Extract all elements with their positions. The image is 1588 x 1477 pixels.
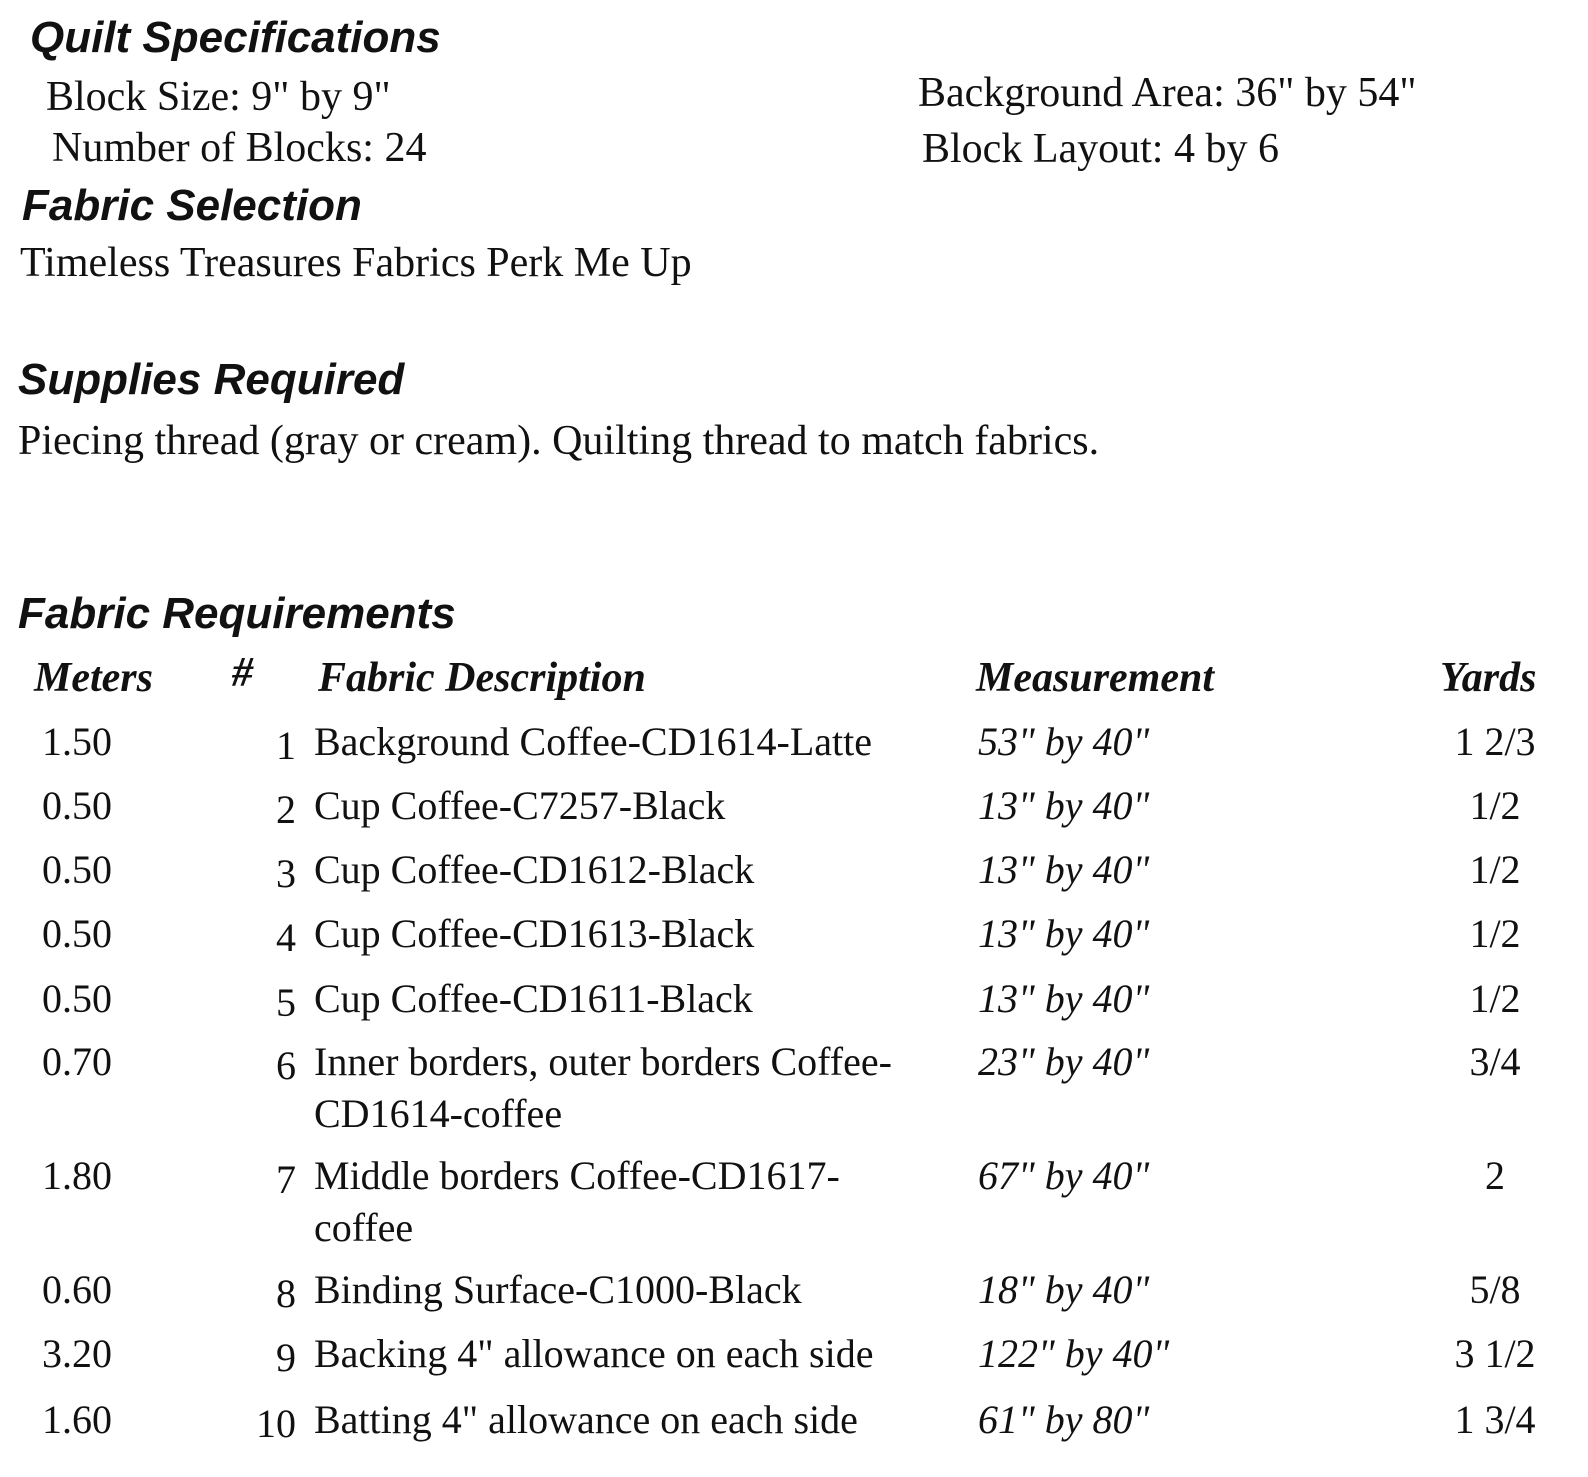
number-of-blocks-text: Number of Blocks: 24 <box>52 125 427 171</box>
meters-cell: 0.50 <box>42 783 112 828</box>
meters-cell: 0.70 <box>42 1039 112 1084</box>
description-cell: Binding Surface-C1000-Black <box>314 1267 802 1312</box>
measurement-cell: 122" by 40" <box>978 1331 1170 1376</box>
number-cell: 5 <box>276 980 296 1025</box>
column-header-meters: Meters <box>34 655 153 701</box>
measurement-cell: 67" by 40" <box>978 1153 1150 1198</box>
number-cell: 4 <box>276 915 296 960</box>
fabric-selection-text: Timeless Treasures Fabrics Perk Me Up <box>20 240 692 286</box>
meters-cell: 0.50 <box>42 847 112 892</box>
table-row <box>0 908 1588 968</box>
fabric-selection-heading: Fabric Selection <box>22 181 362 230</box>
background-area-text: Background Area: 36" by 54" <box>918 70 1417 116</box>
number-cell: 8 <box>276 1271 296 1316</box>
measurement-cell: 13" by 40" <box>978 847 1150 892</box>
yards-cell: 1 2/3 <box>1454 719 1536 764</box>
number-cell: 10 <box>256 1401 296 1446</box>
number-cell: 3 <box>276 851 296 896</box>
measurement-cell: 18" by 40" <box>978 1267 1150 1312</box>
block-size-text: Block Size: 9" by 9" <box>46 74 391 120</box>
meters-cell: 1.80 <box>42 1153 112 1198</box>
description-cell: Backing 4" allowance on each side <box>314 1331 874 1376</box>
description-cell: Cup Coffee-CD1612-Black <box>314 847 755 892</box>
column-header-description: Fabric Description <box>318 655 646 701</box>
yards-cell: 3 1/2 <box>1454 1331 1536 1376</box>
column-header-yards: Yards <box>1440 655 1537 701</box>
meters-cell: 0.50 <box>42 976 112 1021</box>
measurement-cell: 13" by 40" <box>978 976 1150 1021</box>
yards-cell: 1/2 <box>1469 911 1521 956</box>
meters-cell: 1.60 <box>42 1397 112 1442</box>
quilt-specifications-heading: Quilt Specifications <box>30 13 441 62</box>
meters-cell: 1.50 <box>42 719 112 764</box>
table-row <box>0 1394 1588 1454</box>
number-cell: 1 <box>276 723 296 768</box>
table-row <box>0 973 1588 1033</box>
meters-cell: 0.60 <box>42 1267 112 1312</box>
measurement-cell: 23" by 40" <box>978 1039 1150 1084</box>
description-cell: Middle borders Coffee-CD1617-coffee <box>314 1153 840 1250</box>
table-row <box>0 1036 1588 1146</box>
yards-cell: 5/8 <box>1469 1267 1521 1312</box>
table-row <box>0 844 1588 904</box>
description-cell: Cup Coffee-CD1611-Black <box>314 976 753 1021</box>
table-row <box>0 780 1588 840</box>
meters-cell: 0.50 <box>42 911 112 956</box>
table-row <box>0 1150 1588 1260</box>
yards-cell: 1/2 <box>1469 976 1521 1021</box>
number-cell: 2 <box>276 787 296 832</box>
yards-cell: 1 3/4 <box>1454 1397 1536 1442</box>
table-row <box>0 1264 1588 1324</box>
description-cell: Cup Coffee-C7257-Black <box>314 783 726 828</box>
yards-cell: 1/2 <box>1469 783 1521 828</box>
yards-cell: 3/4 <box>1469 1039 1521 1084</box>
supplies-required-text: Piecing thread (gray or cream). Quilting thread to match fabrics. <box>18 418 1100 464</box>
number-cell: 6 <box>276 1043 296 1088</box>
description-cell: Inner borders, outer borders Coffee-CD1614-coffee <box>314 1039 892 1136</box>
yards-cell: 1/2 <box>1469 847 1521 892</box>
number-cell: 7 <box>276 1157 296 1202</box>
table-row <box>0 716 1588 776</box>
description-cell: Batting 4" allowance on each side <box>314 1397 858 1442</box>
measurement-cell: 13" by 40" <box>978 783 1150 828</box>
column-header-number: # <box>232 650 253 696</box>
column-header-measurement: Measurement <box>976 655 1215 701</box>
measurement-cell: 61" by 80" <box>978 1397 1150 1442</box>
number-cell: 9 <box>276 1335 296 1380</box>
measurement-cell: 13" by 40" <box>978 911 1150 956</box>
description-cell: Cup Coffee-CD1613-Black <box>314 911 755 956</box>
fabric-requirements-heading: Fabric Requirements <box>18 589 456 638</box>
description-cell: Background Coffee-CD1614-Latte <box>314 719 872 764</box>
supplies-required-heading: Supplies Required <box>18 355 405 404</box>
table-row <box>0 1328 1588 1388</box>
yards-cell: 2 <box>1485 1153 1505 1198</box>
block-layout-text: Block Layout: 4 by 6 <box>922 126 1279 172</box>
meters-cell: 3.20 <box>42 1331 112 1376</box>
measurement-cell: 53" by 40" <box>978 719 1150 764</box>
